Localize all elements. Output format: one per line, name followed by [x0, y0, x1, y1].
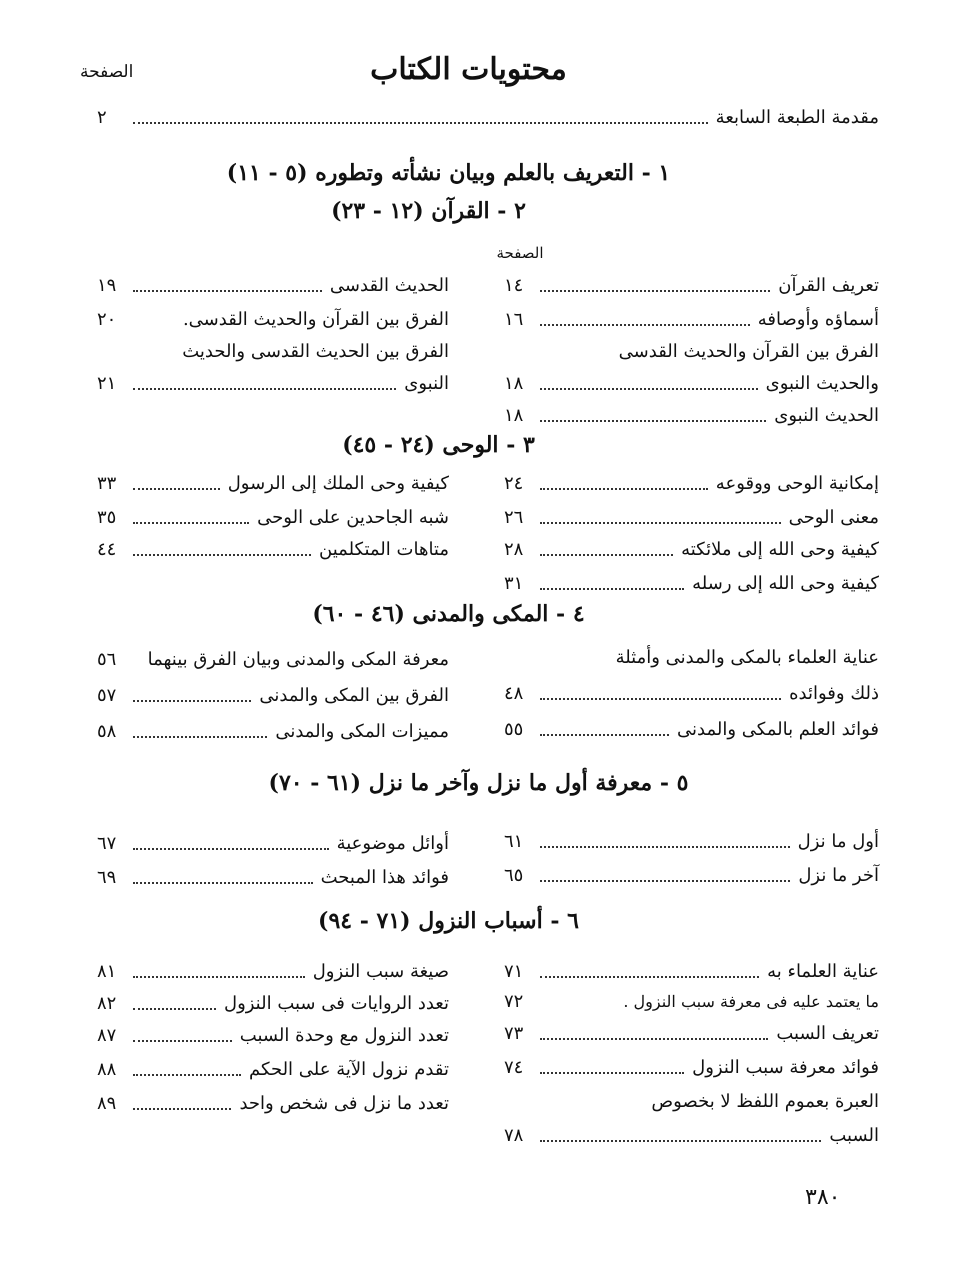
- entry-label: مميزات المكى والمدنى: [275, 721, 449, 742]
- leader-dots: [540, 480, 708, 490]
- leader-dots: [540, 1064, 684, 1074]
- leader-dots: [540, 838, 790, 848]
- entry-page: ٢٦: [504, 507, 524, 528]
- entry-page: ٢٠: [97, 309, 117, 330]
- entry-page: ٢٤: [504, 473, 524, 494]
- section-heading: ٦ - أسباب النزول (٧١ - ٩٤): [318, 908, 579, 934]
- entry-page: ١٩: [97, 275, 117, 296]
- page-number: ٣٨٠: [805, 1185, 841, 1210]
- entry-page: ٤٤: [97, 539, 117, 560]
- section-heading: ١ - التعريف بالعلم وبيان نشأته وتطوره (٥ - ١١): [226, 160, 671, 186]
- toc-entry-line: الفرق بين القرآن والحديث القدسى: [618, 341, 879, 362]
- toc-entry-intro: [97, 104, 879, 134]
- toc-entry: [97, 958, 449, 988]
- entry-label: كيفية وحى الملك إلى الرسول: [227, 473, 449, 494]
- toc-entry: [97, 504, 449, 534]
- entry-label: النبوى: [404, 373, 449, 394]
- entry-label: عناية العلماء به: [767, 961, 879, 982]
- entry-label: تعريف السبب: [776, 1023, 879, 1044]
- entry-page: ٨٧: [97, 1025, 117, 1046]
- leader-dots: [133, 380, 396, 390]
- entry-label: والحديث النبوى: [765, 373, 879, 394]
- entry-page: ٨٨: [97, 1059, 117, 1080]
- leader-dots: [133, 1032, 232, 1042]
- entry-label: أوائل موضوعية: [336, 833, 449, 854]
- toc-entry: [97, 864, 449, 894]
- leader-dots: [133, 317, 175, 325]
- entry-label: تعريف القرآن: [778, 275, 879, 296]
- entry-label: مقدمة الطبعة السابعة: [715, 107, 879, 128]
- leader-dots: [540, 726, 669, 736]
- toc-entry: [504, 828, 879, 858]
- entry-page: ٨١: [97, 961, 117, 982]
- leader-dots: [133, 282, 322, 292]
- toc-entry: [97, 370, 449, 400]
- leader-dots: [540, 968, 759, 978]
- toc-entry: [97, 1090, 449, 1120]
- toc-entry: [504, 570, 879, 600]
- entry-page: ١٨: [504, 373, 524, 394]
- entry-label: الفرق بين المكى والمدنى: [259, 685, 449, 706]
- leader-dots: [133, 514, 249, 524]
- entry-page: ٦٥: [504, 865, 524, 886]
- entry-page: ١٤: [504, 275, 524, 296]
- entry-page: ٣٥: [97, 507, 117, 528]
- leader-dots: [540, 1030, 768, 1040]
- entry-page: ٣٣: [97, 473, 117, 494]
- section-heading: ٤ - المكى والمدنى (٤٦ - ٦٠): [312, 601, 585, 627]
- toc-entry: [97, 272, 449, 302]
- toc-entry: [97, 306, 449, 336]
- leader-dots: [540, 690, 781, 700]
- leader-dots: [133, 1000, 216, 1010]
- entry-page: ٢١: [97, 373, 117, 394]
- toc-entry: [97, 990, 449, 1020]
- entry-label: ذلك وفوائده: [789, 683, 879, 704]
- entry-label: فوائد هذا المبحث: [320, 867, 449, 888]
- entry-page: ١٨: [504, 405, 524, 426]
- entry-label: تقدم نزول الآية على الحكم: [249, 1059, 449, 1080]
- toc-entry: [97, 1056, 449, 1086]
- entry-label: كيفية وحى الله إلى رسله: [692, 573, 879, 594]
- leader-dots: [133, 657, 140, 665]
- toc-entry: [504, 988, 879, 1018]
- entry-label: كيفية وحى الله إلى ملائكته: [681, 539, 879, 560]
- entry-label: الحديث القدسى: [329, 275, 449, 296]
- leader-dots: [540, 282, 770, 292]
- toc-entry: [97, 470, 449, 500]
- entry-page: ٨٢: [97, 993, 117, 1014]
- toc-entry: [504, 862, 879, 892]
- toc-entry: [97, 1022, 449, 1052]
- section-heading: ٣ - الوحى (٢٤ - ٤٥): [342, 432, 535, 458]
- entry-page: ٦٩: [97, 867, 117, 888]
- leader-dots: [540, 514, 781, 524]
- toc-entry: [504, 272, 879, 302]
- entry-label: فوائد معرفة سبب النزول: [692, 1057, 879, 1078]
- entry-page: ٥٧: [97, 685, 117, 706]
- entry-page: ٧٤: [504, 1057, 524, 1078]
- page-column-label: الصفحة: [80, 62, 134, 82]
- leader-dots: [540, 580, 684, 590]
- section-heading: ٥ - معرفة أول ما نزل وآخر ما نزل (٦١ - ٧٠): [268, 770, 689, 796]
- entry-label: تعدد النزول مع وحدة السبب: [239, 1025, 449, 1046]
- entry-label: تعدد الروايات فى سبب النزول: [223, 993, 449, 1014]
- page-title: محتويات الكتاب: [370, 52, 567, 87]
- entry-label: ما يعتمد عليه فى معرفة سبب النزول .: [623, 992, 879, 1011]
- entry-label: متاهات المتكلمين: [319, 539, 449, 560]
- entry-page: ٧٢: [504, 991, 524, 1012]
- leader-dots: [540, 546, 673, 556]
- leader-dots: [540, 872, 790, 882]
- entry-label: السبب: [829, 1125, 879, 1146]
- toc-entry: [504, 504, 879, 534]
- toc-entry: [504, 470, 879, 500]
- toc-entry: [97, 646, 449, 676]
- leader-dots: [133, 546, 311, 556]
- toc-entry: [504, 1054, 879, 1084]
- entry-label: الفرق بين القرآن والحديث القدسى.: [182, 309, 449, 330]
- entry-page: ٢: [97, 107, 107, 128]
- leader-dots: [133, 728, 267, 738]
- entry-page: ٨٩: [97, 1093, 117, 1114]
- entry-page: ٥٦: [97, 649, 117, 670]
- toc-entry: [504, 1122, 879, 1152]
- toc-entry-line: عناية العلماء بالمكى والمدنى وأمثلة: [615, 647, 879, 668]
- leader-dots: [133, 114, 708, 124]
- toc-entry: [504, 958, 879, 988]
- leader-dots: [540, 1132, 821, 1142]
- leader-dots: [133, 840, 329, 850]
- section-page-label: الصفحة: [496, 244, 544, 262]
- entry-page: ٦٧: [97, 833, 117, 854]
- leader-dots: [133, 1100, 231, 1110]
- toc-entry: [97, 830, 449, 860]
- toc-entry: [504, 370, 879, 400]
- entry-page: ٦١: [504, 831, 524, 852]
- toc-entry-line: الفرق بين الحديث القدسى والحديث: [182, 341, 449, 362]
- entry-page: ٤٨: [504, 683, 524, 704]
- toc-entry: [504, 1020, 879, 1050]
- entry-label: إمكانية الوحى ووقوعه: [715, 473, 879, 494]
- entry-page: ٢٨: [504, 539, 524, 560]
- toc-entry: [97, 682, 449, 712]
- entry-label: صيغة سبب النزول: [312, 961, 449, 982]
- toc-entry: [504, 402, 879, 432]
- entry-page: ٧١: [504, 961, 524, 982]
- entry-label: آخر ما نزل: [798, 865, 879, 886]
- leader-dots: [133, 1066, 241, 1076]
- entry-label: الحديث النبوى: [774, 405, 879, 426]
- leader-dots: [540, 316, 750, 326]
- toc-entry: [504, 716, 879, 746]
- leader-dots: [540, 999, 615, 1007]
- leader-dots: [133, 692, 251, 702]
- leader-dots: [540, 412, 766, 422]
- entry-page: ٧٣: [504, 1023, 524, 1044]
- entry-page: ٧٨: [504, 1125, 524, 1146]
- entry-label: شبه الجاحدين على الوحى: [257, 507, 449, 528]
- entry-label: تعدد ما نزل فى شخص واحد: [239, 1093, 449, 1114]
- entry-label: معرفة المكى والمدنى وبيان الفرق بينهما: [147, 649, 449, 670]
- leader-dots: [133, 874, 313, 884]
- leader-dots: [133, 480, 220, 490]
- section-heading: ٢ - القرآن (١٢ - ٢٣): [331, 198, 526, 224]
- toc-entry: [97, 536, 449, 566]
- leader-dots: [540, 380, 758, 390]
- toc-entry: [504, 536, 879, 566]
- entry-page: ٥٨: [97, 721, 117, 742]
- toc-entry: [504, 680, 879, 710]
- entry-page: ١٦: [504, 309, 524, 330]
- leader-dots: [133, 968, 305, 978]
- toc-entry-line: العبرة بعموم اللفظ لا بخصوص: [651, 1091, 879, 1112]
- entry-page: ٣١: [504, 573, 524, 594]
- entry-label: فوائد العلم بالمكى والمدنى: [676, 719, 879, 740]
- toc-entry: [97, 718, 449, 748]
- entry-page: ٥٥: [504, 719, 524, 740]
- entry-label: أسماؤه وأوصافه: [757, 309, 879, 330]
- entry-label: أول ما نزل: [797, 831, 879, 852]
- toc-entry: [504, 306, 879, 336]
- entry-label: معنى الوحى: [788, 507, 879, 528]
